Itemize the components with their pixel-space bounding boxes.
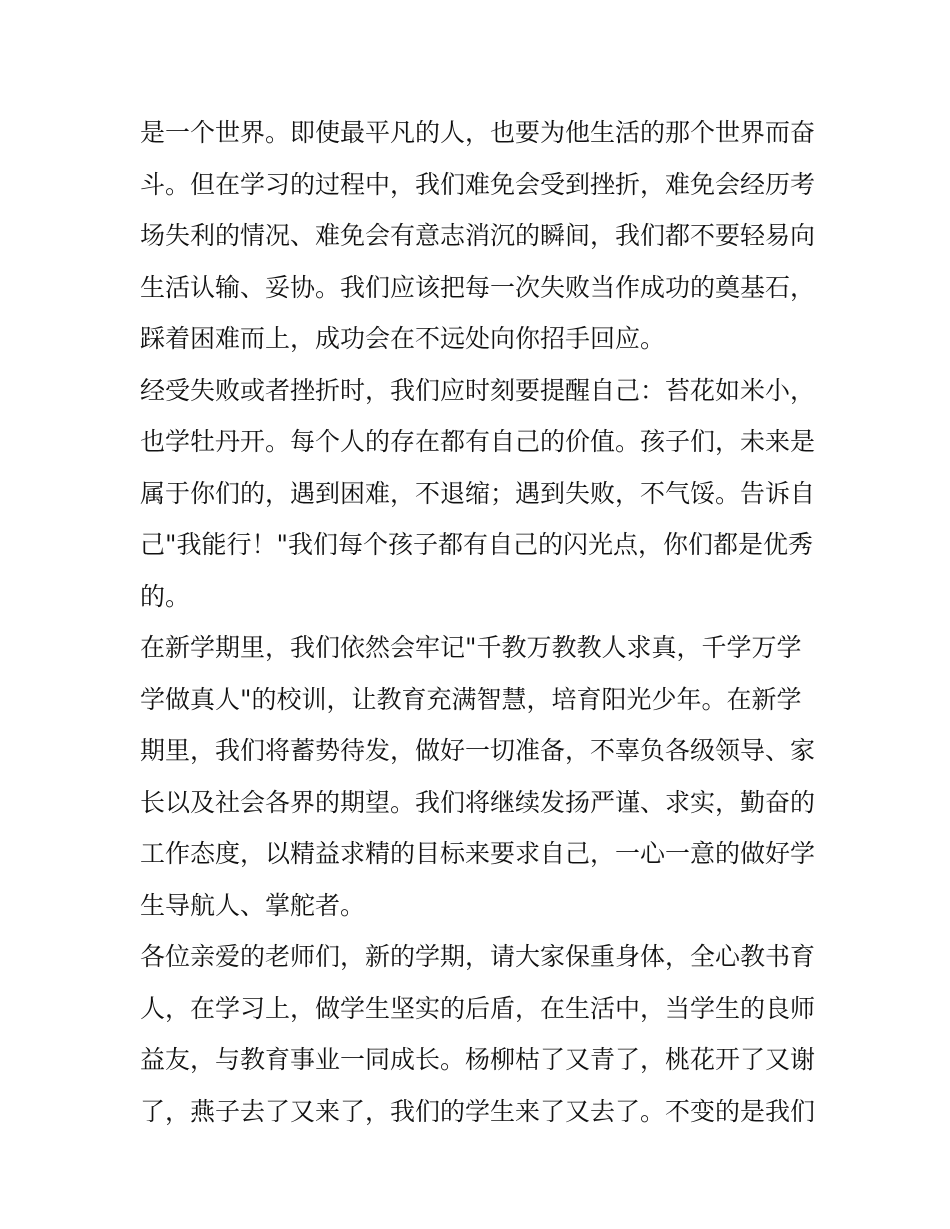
text-line: 生活认输、妥协。我们应该把每一次失败当作成功的奠基石， [140,272,816,302]
text-line: 经受失败或者挫折时，我们应时刻要提醒自己：苔花如米小， [140,375,816,405]
text-line: 也学牡丹开。每个人的存在都有自己的价值。孩子们，未来是 [140,427,816,456]
document-body [140,107,815,1137]
text-line: 是一个世界。即使最平凡的人，也要为他生活的那个世界而奋 [140,118,816,147]
text-line: 长以及社会各界的期望。我们将继续发扬严谨、求实，勤奋的 [140,787,816,817]
text-line: 期里，我们将蓄势待发，做好一切准备，不辜负各级领导、家 [140,736,816,765]
text-line: 场失利的情况、难免会有意志消沉的瞬间，我们都不要轻易向 [140,221,816,250]
text-line: 生导航人、掌舵者。 [140,890,366,920]
text-line: 益友，与教育事业一同成长。杨柳枯了又青了，桃花开了又谢 [140,1045,816,1074]
text-line: 在新学期里，我们依然会牢记"千教万教教人求真，千学万学 [140,633,802,662]
text-line: 属于你们的，遇到困难，不退缩；遇到失败，不气馁。告诉自 [140,478,816,508]
text-line: 踩着困难而上，成功会在不远处向你招手回应。 [140,324,666,353]
text-line: 己"我能行！"我们每个孩子都有自己的闪光点，你们都是优秀 [140,530,814,559]
text-line: 工作态度，以精益求精的目标来要求自己，一心一意的做好学 [140,839,816,868]
text-line: 学做真人"的校训，让教育充满智慧，培育阳光少年。在新学 [140,684,802,714]
text-line: 斗。但在学习的过程中，我们难免会受到挫折，难免会经历考 [140,169,816,199]
text-line: 各位亲爱的老师们，新的学期，请大家保重身体，全心教书育 [140,942,816,971]
text-line: 了，燕子去了又来了，我们的学生来了又去了。不变的是我们 [140,1096,816,1126]
text-line: 人，在学习上，做学生坚实的后盾，在生活中，当学生的良师 [140,993,816,1023]
text-line: 的。 [140,581,191,611]
